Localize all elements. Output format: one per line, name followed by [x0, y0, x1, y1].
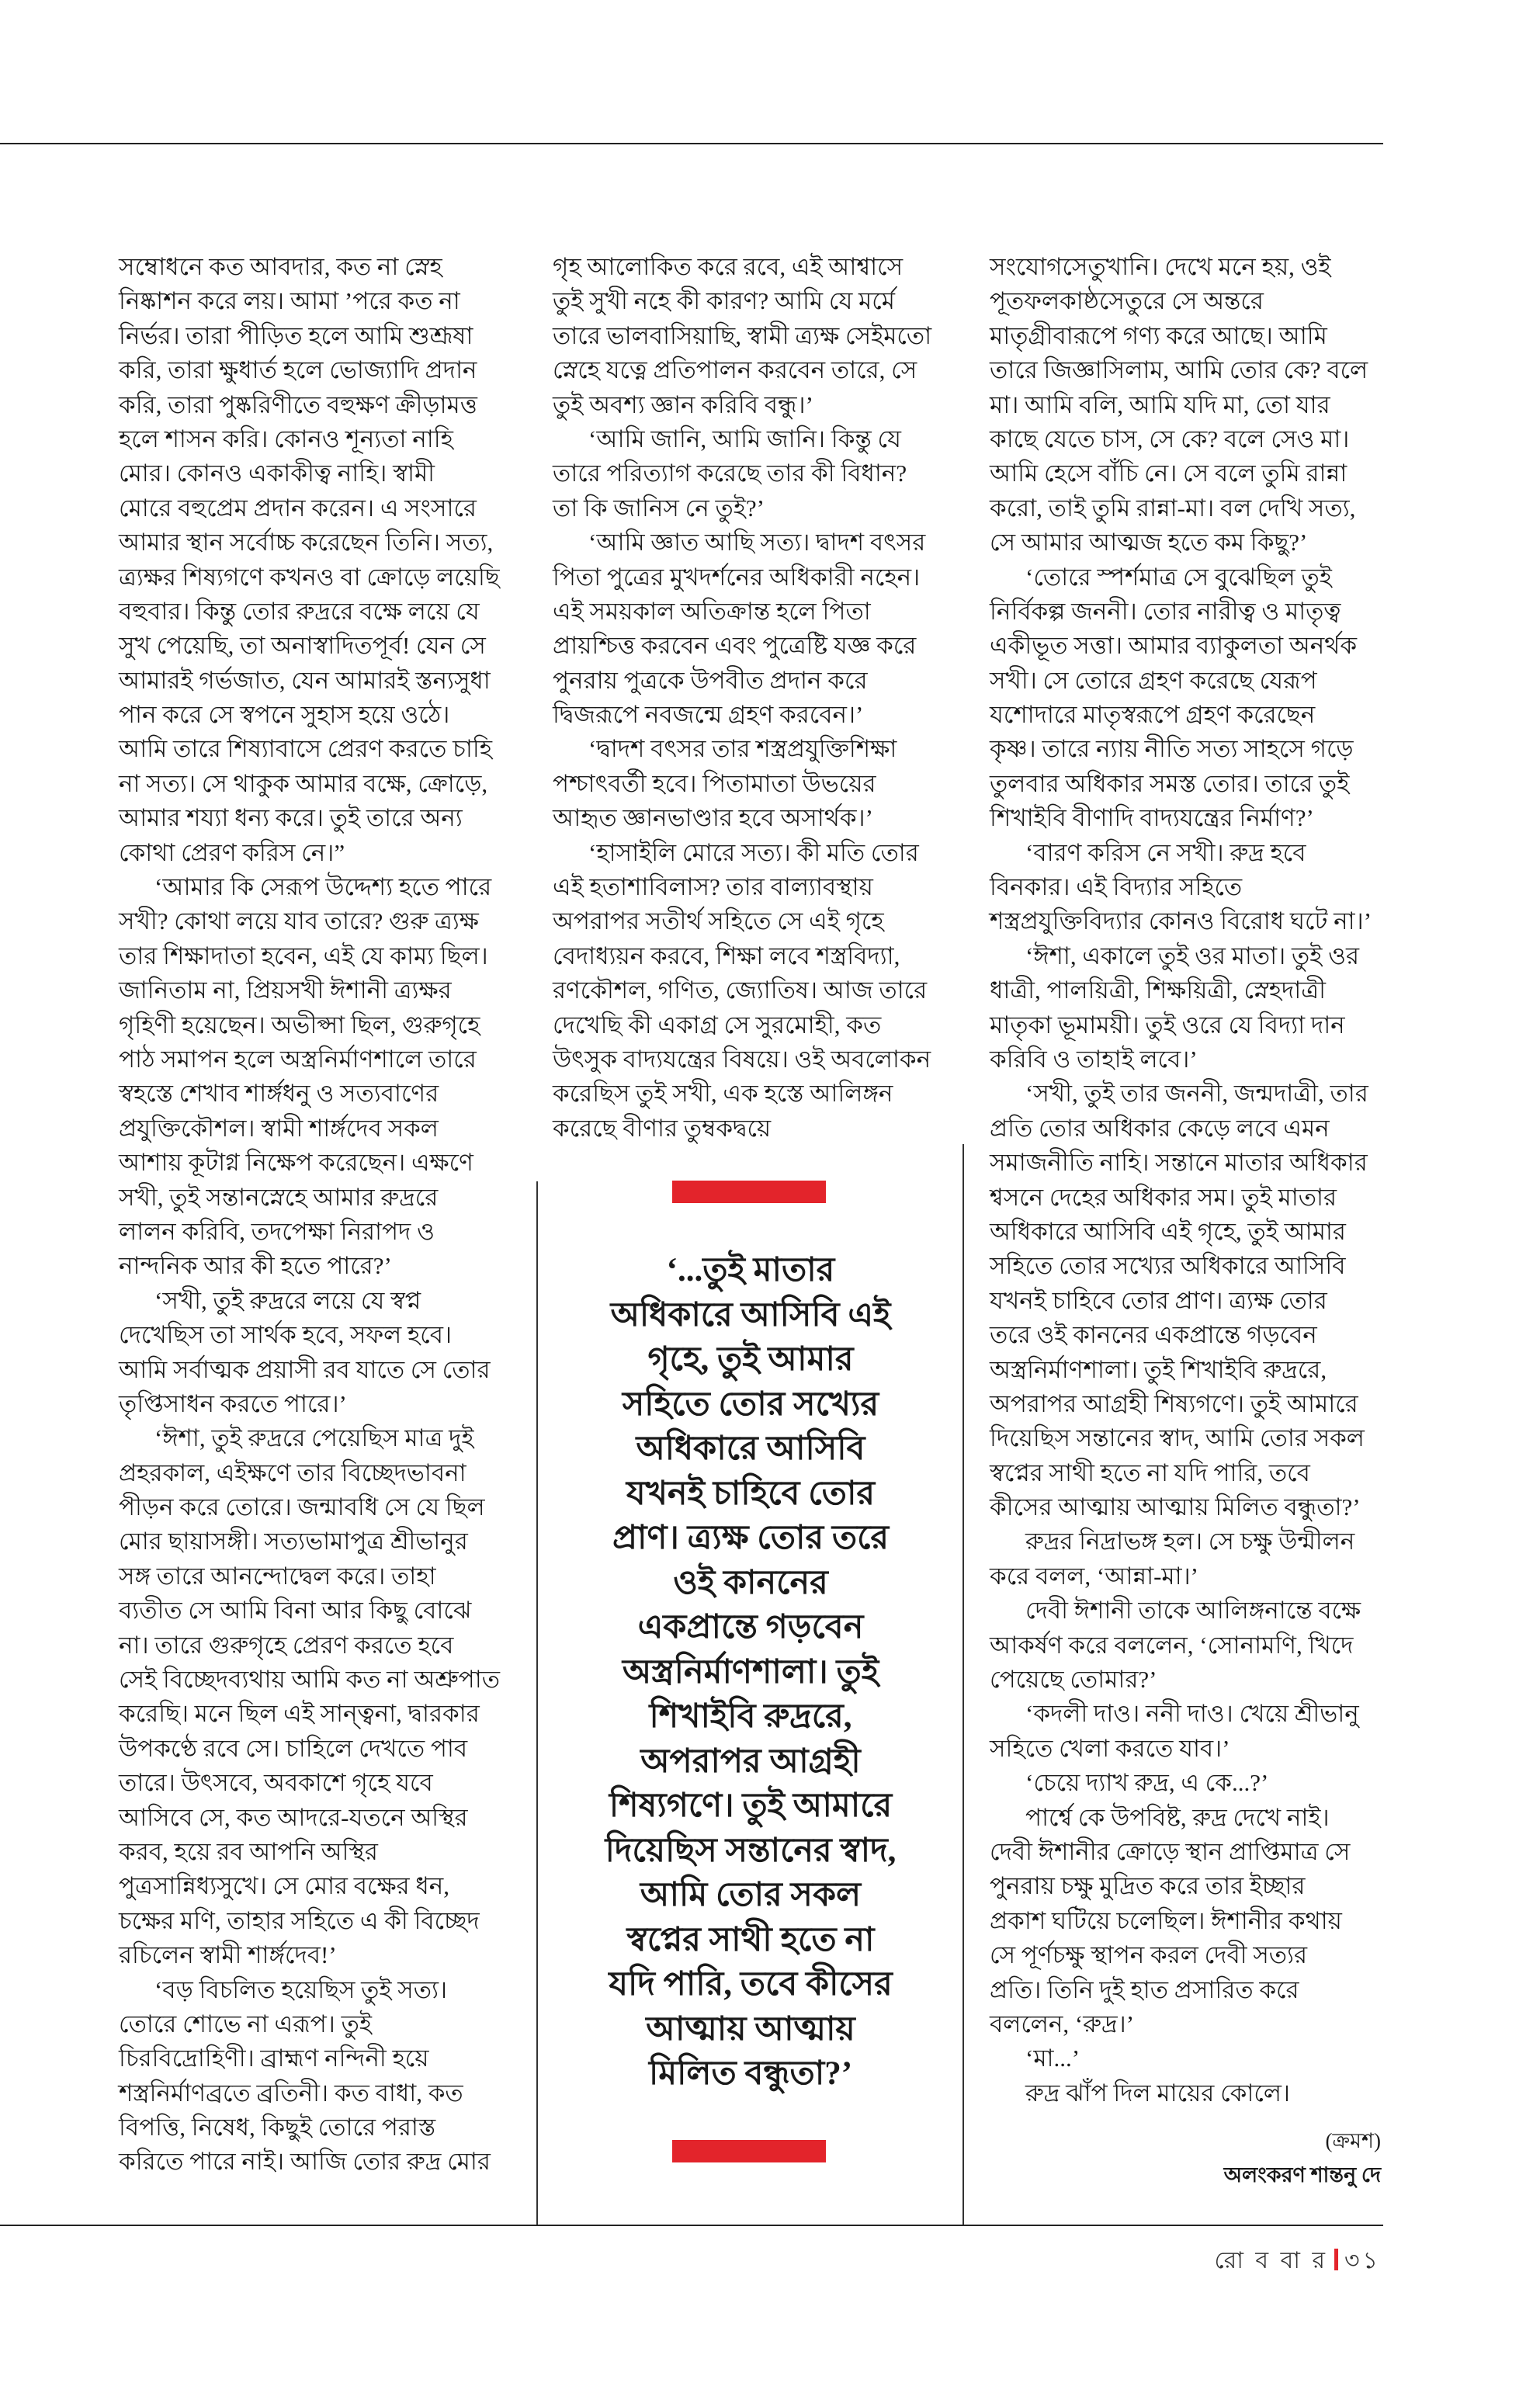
text-line: তৃপ্তিসাধন করতে পারে।’: [119, 1389, 347, 1417]
text-line: ‘আমি জ্ঞাত আছি সত্য। দ্বাদশ বৎসর: [588, 529, 926, 557]
text-line: প্রায়শ্চিত্ত করবেন এবং পুত্রেষ্টি যজ্ঞ করে: [553, 632, 917, 660]
text-line: স্বপ্নের সাথী হতে না যদি পারি, তবে: [990, 1458, 1310, 1486]
text-line: অপরাপর সতীর্থ সহিতে সে এই গৃহে: [553, 907, 884, 935]
text-line: তুই সুখী নহে কী কারণ? আমি যে মর্মে: [553, 287, 895, 315]
text-line: রণকৌশল, গণিত, জ্যোতিষ। আজ তারে: [553, 976, 928, 1004]
text-line: সমাজনীতি নাহি। সন্তানে মাতার অধিকার: [990, 1149, 1368, 1177]
pullquote-line: অধিকারে আসিবি এই: [610, 1296, 891, 1333]
pullquote: [553, 1248, 949, 2096]
pullquote-line: সহিতে তোর সখ্যের: [622, 1386, 879, 1423]
text-line: না। তারে গুরুগৃহে প্রেরণ করতে হবে: [119, 1631, 454, 1659]
text-line: স্নেহে যত্নে প্রতিপালন করবেন তারে, সে: [553, 356, 917, 384]
text-line: আশায় কূটাগ্ন নিক্ষেপ করেছেন। এক্ষণে: [119, 1149, 473, 1177]
text-line: শস্ত্রপ্রযুক্তিবিদ্যার কোনও বিরোধ ঘটে না।’: [990, 907, 1372, 935]
text-line: এই হতাশাবিলাস? তার বাল্যাবস্থায়: [553, 873, 873, 901]
text-line: করেছে বীণার তুম্বকদ্বয়ে: [553, 1114, 772, 1142]
text-line: ‘বড় বিচলিত হয়েছিস তুই সত্য।: [154, 1975, 448, 2003]
pullquote-line: স্বপ্নের সাথী হতে না: [626, 1921, 875, 1958]
text-line: ধাত্রী, পালয়িত্রী, শিক্ষয়িত্রী, স্নেহদাত্রী: [990, 976, 1326, 1004]
text-line: ‘ঈশা, তুই রুদ্ররে পেয়েছিস মাত্র দুই: [154, 1424, 474, 1452]
pullquote-line: অপরাপর আগ্রহী: [640, 1743, 861, 1780]
text-line: ‘তোরে স্পর্শমাত্র সে বুঝেছিল তুই: [1025, 563, 1332, 591]
text-line: আসিবে সে, কত আদরে-যতনে অস্থির: [119, 1803, 468, 1831]
text-line: প্রযুক্তিকৌশল। স্বামী শার্ঙ্গদেব সকল: [119, 1114, 439, 1142]
text-line: দেবী ঈশানী তাকে আলিঙ্গনান্তে বক্ষে: [1025, 1597, 1361, 1625]
pullquote-line: শিখাইবি রুদ্ররে,: [649, 1698, 852, 1735]
text-line: সম্বোধনে কত আবদার, কত না স্নেহ: [119, 253, 442, 280]
text-line: আমি সর্বাত্মক প্রয়াসী রব যাতে সে তোর: [119, 1355, 491, 1383]
text-line: ‘বারণ করিস নে সখী। রুদ্র হবে: [1025, 838, 1306, 866]
text-line: ‘সখী, তুই রুদ্ররে লয়ে যে স্বপ্ন: [154, 1286, 421, 1314]
text-line: সখী। সে তোরে গ্রহণ করেছে যেরূপ: [990, 666, 1317, 694]
text-line: করো, তাই তুমি রান্না-মা। বল দেখি সত্য,: [990, 494, 1356, 522]
text-line: আমারই গর্ভজাত, যেন আমারই স্তন্যসুধা: [119, 666, 491, 694]
text-line: দ্বিজরূপে নবজন্মে গ্রহণ করবেন।’: [553, 701, 864, 729]
text-line: করব, হয়ে রব আপনি অস্থির: [119, 1837, 378, 1865]
text-line: মোর। কোনও একাকীত্ব নাহি। স্বামী: [119, 460, 435, 487]
text-line: সে পূর্ণচক্ষু স্থাপন করল দেবী সত্যর: [990, 1941, 1308, 1969]
text-line: পূতফলকাষ্ঠসেতুরে সে অন্তরে: [990, 287, 1264, 315]
text-line: করে বলল, ‘আন্না-মা।’: [990, 1562, 1199, 1590]
text-line: করি, তারা পুষ্করিণীতে বহুক্ষণ ক্রীড়ামত্ত: [119, 390, 477, 418]
pullquote-line: ‘...তুই মাতার: [666, 1252, 835, 1288]
text-line: নির্ভর। তারা পীড়িত হলে আমি শুশ্রূষা: [119, 321, 473, 349]
page-footer: [1215, 2242, 1381, 2281]
text-line: নিষ্কাশন করে লয়। আমা ’পরে কত না: [119, 287, 460, 315]
text-line: করেছি। মনে ছিল এই সান্ত্বনা, দ্বারকার: [119, 1700, 480, 1728]
pullquote-line: যখনই চাহিবে তোর: [626, 1475, 876, 1512]
text-line: স্বহস্তে শেখাব শার্ঙ্গধনু ও সত্যবাণের: [119, 1080, 439, 1108]
text-line: মোর ছায়াসঙ্গী। সত্যভামাপুত্র শ্রীভানুর: [119, 1528, 468, 1555]
text-line: বহুবার। কিন্তু তোর রুদ্ররে বক্ষে লয়ে যে: [119, 597, 480, 625]
pullquote-line: যদি পারি, তবে কীসের: [609, 1966, 893, 2003]
text-line: এই সময়কাল অতিক্রান্ত হলে পিতা: [553, 597, 871, 625]
text-line: সখী? কোথা লয়ে যাব তারে? গুরু ত্র্যক্ষ: [119, 907, 479, 935]
text-line: পেয়েছে তোমার?’: [990, 1666, 1157, 1694]
text-line: ‘আমার কি সেরূপ উদ্দেশ্য হতে পারে: [154, 873, 492, 901]
text-line: প্রহরকাল, এইক্ষণে তার বিচ্ছেদভাবনা: [119, 1458, 467, 1486]
text-line: নির্বিকল্প জননী। তোর নারীত্ব ও মাতৃত্ব: [990, 597, 1341, 625]
text-line: দেবী ঈশানীর ক্রোড়ে স্থান প্রাপ্তিমাত্র সে: [990, 1837, 1351, 1865]
text-line: তুই অবশ্য জ্ঞান করিবি বন্ধু।’: [553, 390, 813, 418]
text-line: পশ্চাৎবর্তী হবে। পিতামাতা উভয়ের: [553, 769, 876, 797]
text-line: আমি তারে শিষ্যাবাসে প্রেরণ করতে চাহি: [119, 735, 493, 763]
text-line: বিনকার। এই বিদ্যার সহিতে: [990, 873, 1243, 901]
text-line: করি, তারা ক্ষুধার্ত হলে ভোজ্যাদি প্রদান: [119, 356, 477, 384]
text-line: ‘কদলী দাও। ননী দাও। খেয়ে শ্রীভানু: [1025, 1700, 1359, 1728]
text-line: অপরাপর আগ্রহী শিষ্যগণে। তুই আমারে: [990, 1389, 1358, 1417]
text-line: তারে জিজ্ঞাসিলাম, আমি তোর কে? বলে: [990, 356, 1368, 384]
text-line: শিখাইবি বীণাদি বাদ্যযন্ত্রের নির্মাণ?’: [990, 804, 1314, 832]
text-line: রুদ্র ঝাঁপ দিল মায়ের কোলে।: [1025, 2079, 1290, 2107]
text-line: বিপত্তি, নিষেধ, কিছুই তোরে পরাস্ত: [119, 2114, 436, 2142]
pullquote-line: অস্ত্রনির্মাণশালা। তুই: [622, 1653, 879, 1691]
text-line: ‘চেয়ে দ্যাখ রুদ্র, এ কে...?’: [1025, 1769, 1269, 1797]
text-line: পুনরায় পুত্রকে উপবীত প্রদান করে: [553, 666, 868, 694]
pullquote-line: শিষ্যগণে। তুই আমারে: [609, 1788, 893, 1824]
footer-separator: [1334, 2249, 1338, 2270]
text-line: শ্বসনে দেহের অধিকার সম। তুই মাতার: [990, 1183, 1337, 1211]
text-line: রচিলেন স্বামী শার্ঙ্গদেব!’: [119, 1941, 337, 1969]
text-line: মোরে বহুপ্রেম প্রদান করেন। এ সংসারে: [119, 494, 477, 522]
text-line: ‘আমি জানি, আমি জানি। কিন্তু যে: [588, 425, 901, 453]
text-line: কোথা প্রেরণ করিস নে।”: [119, 838, 345, 866]
text-line: মাতৃকা ভূমাময়ী। তুই ওরে যে বিদ্যা দান: [990, 1011, 1345, 1039]
pullquote-line: ওই কাননের: [673, 1564, 828, 1601]
text-line: দেখেছি কী একাগ্র সে সুরমোহী, কত: [553, 1011, 882, 1039]
magazine-name: রো ব বা র: [1214, 2248, 1329, 2273]
text-line: ‘দ্বাদশ বৎসর তার শস্ত্রপ্রযুক্তিশিক্ষা: [588, 735, 897, 763]
pullquote-line: অধিকারে আসিবি: [636, 1431, 865, 1467]
text-line: করিবি ও তাহাই লবে।’: [990, 1045, 1198, 1073]
text-line: তারে ভালবাসিয়াছি, স্বামী ত্র্যক্ষ সেইমতো: [553, 321, 932, 349]
text-line: পীড়ন করে তোরে। জন্মাবধি সে যে ছিল: [119, 1493, 485, 1521]
text-line: পার্শ্বে কে উপবিষ্ট, রুদ্র দেখে নাই।: [1025, 1803, 1330, 1831]
text-line: সুখ পেয়েছি, তা অনাস্বাদিতপূর্ব! যেন সে: [119, 632, 486, 660]
text-line: করিতে পারে নাই। আজি তোর রুদ্র মোর: [119, 2148, 491, 2176]
pullquote-top-bar: [672, 1181, 826, 1203]
text-line: চিরবিদ্রোহিণী। ব্রাহ্মণ নন্দিনী হয়ে: [119, 2044, 429, 2072]
text-line: শস্ত্রনির্মাণব্রতে ব্রতিনী। কত বাধা, কত: [119, 2079, 463, 2107]
text-line: যখনই চাহিবে তোর প্রাণ। ত্র্যক্ষ তোর: [990, 1286, 1327, 1314]
text-line: অস্ত্রনির্মাণশালা। তুই শিখাইবি রুদ্ররে,: [990, 1355, 1327, 1383]
page-number: ৩১: [1344, 2248, 1381, 2273]
continued-label: (ক্রমশ): [1325, 2129, 1381, 2152]
text-line: পুনরায় চক্ষু মুদ্রিত করে তার ইচ্ছার: [990, 1872, 1306, 1900]
text-column-1: [119, 250, 515, 2180]
text-line: চক্ষের মণি, তাহার সহিতে এ কী বিচ্ছেদ: [119, 1906, 480, 1934]
text-line: ‘ঈশা, একালে তুই ওর মাতা। তুই ওর: [1025, 942, 1360, 969]
text-line: গৃহ আলোকিত করে রবে, এই আশ্বাসে: [553, 253, 904, 280]
text-line: উপকণ্ঠে রবে সে। চাহিলে দেখতে পাব: [119, 1734, 468, 1762]
text-line: নান্দনিক আর কী হতে পারে?’: [119, 1252, 392, 1280]
text-line: সংযোগসেতুখানি। দেখে মনে হয়, ওই: [990, 253, 1331, 280]
text-line: কৃষ্ণ। তারে ন্যায় নীতি সত্য সাহসে গড়ে: [990, 735, 1354, 763]
text-line: ব্যতীত সে আমি বিনা আর কিছু বোঝে: [119, 1597, 472, 1625]
text-line: বললেন, ‘রুদ্র।’: [990, 2010, 1135, 2038]
pullquote-line: একপ্রান্তে গড়বেন: [637, 1609, 864, 1646]
text-line: পান করে সে স্বপনে সুহাস হয়ে ওঠে।: [119, 701, 450, 729]
text-column-2: [553, 250, 949, 1146]
bottom-rule: [0, 2225, 1383, 2226]
pullquote-line: আত্মায় আত্মায়: [646, 2010, 855, 2048]
text-line: পাঠ সমাপন হলে অস্ত্রনির্মাণশালে তারে: [119, 1045, 477, 1073]
text-line: সহিতে তোর সখ্যের অধিকারে আসিবি: [990, 1252, 1346, 1280]
text-line: পিতা পুত্রের মুখদর্শনের অধিকারী নহেন।: [553, 563, 921, 591]
text-line: গৃহিণী হয়েছেন। অভীপ্সা ছিল, গুরুগৃহে: [119, 1011, 480, 1039]
text-line: তোরে শোভে না এরূপ। তুই: [119, 2010, 372, 2038]
text-line: তরে ওই কাননের একপ্রান্তে গড়বেন: [990, 1321, 1317, 1349]
text-line: আমার শয্যা ধন্য করে। তুই তারে অন্য: [119, 804, 463, 832]
text-line: তা কি জানিস নে তুই?’: [553, 494, 765, 522]
text-line: মা। আমি বলি, আমি যদি মা, তো যার: [990, 390, 1330, 418]
column-divider-right: [962, 1144, 964, 2225]
text-line: অধিকারে আসিবি এই গৃহে, তুই আমার: [990, 1217, 1346, 1245]
text-line: সঙ্গ তারে আনন্দোদ্বেল করে। তাহা: [119, 1562, 436, 1590]
text-line: কাছে যেতে চাস, সে কে? বলে সেও মা।: [990, 425, 1350, 453]
text-line: আমার স্থান সর্বোচ্চ করেছেন তিনি। সত্য,: [119, 529, 494, 557]
pullquote-bottom-bar: [672, 2140, 826, 2162]
text-line: জানিতাম না, প্রিয়সখী ঈশানী ত্র্যক্ষর: [119, 976, 452, 1004]
text-line: প্রকাশ ঘটিয়ে চলেছিল। ঈশানীর কথায়: [990, 1906, 1342, 1934]
text-line: দিয়েছিস সন্তানের স্বাদ, আমি তোর সকল: [990, 1424, 1365, 1452]
text-line: প্রতি। তিনি দুই হাত প্রসারিত করে: [990, 1975, 1299, 2003]
text-line: তারে পরিত্যাগ করেছে তার কী বিধান?: [553, 460, 907, 487]
column-divider-left: [536, 1181, 538, 2225]
text-line: তুলবার অধিকার সমস্ত তোর। তারে তুই: [990, 769, 1350, 797]
text-line: সখী, তুই সন্তানস্নেহে আমার রুদ্ররে: [119, 1183, 439, 1211]
text-line: লালন করিবি, তদপেক্ষা নিরাপদ ও: [119, 1217, 435, 1245]
top-rule: [0, 143, 1383, 144]
text-line: ‘হাসাইলি মোরে সত্য। কী মতি তোর: [588, 838, 919, 866]
text-column-3: [990, 250, 1393, 2110]
text-line: না সত্য। সে থাকুক আমার বক্ষে, ক্রোড়ে,: [119, 769, 488, 797]
text-line: উৎসুক বাদ্যযন্ত্রের বিষয়ে। ওই অবলোকন: [553, 1045, 931, 1073]
text-line: মাতৃগ্রীবারূপে গণ্য করে আছে। আমি: [990, 321, 1327, 349]
text-line: আমি হেসে বাঁচি নে। সে বলে তুমি রান্না: [990, 460, 1348, 487]
text-line: যশোদারে মাতৃস্বরূপে গ্রহণ করেছেন: [990, 701, 1316, 729]
pullquote-line: গৃহে, তুই আমার: [647, 1341, 854, 1378]
text-line: ‘সখী, তুই তার জননী, জন্মদাত্রী, তার: [1025, 1080, 1368, 1108]
pullquote-line: আমি তোর সকল: [640, 1877, 862, 1913]
text-line: ত্র্যক্ষর শিষ্যগণে কখনও বা ক্রোড়ে লয়েছি: [119, 563, 500, 591]
text-line: আহৃত জ্ঞানভাণ্ডার হবে অসার্থক।’: [553, 804, 873, 832]
text-line: সহিতে খেলা করতে যাব।’: [990, 1734, 1230, 1762]
text-line: আকর্ষণ করে বললেন, ‘সোনামণি, খিদে: [990, 1631, 1354, 1659]
pullquote-line: মিলিত বন্ধুতা?’: [648, 2055, 853, 2092]
text-line: তারে। উৎসবে, অবকাশে গৃহে যবে: [119, 1769, 433, 1797]
text-line: বেদাধ্যয়ন করবে, শিক্ষা লবে শস্ত্রবিদ্যা,: [553, 942, 900, 969]
text-line: হলে শাসন করি। কোনও শূন্যতা নাহি: [119, 425, 453, 453]
text-line: সেই বিচ্ছেদব্যথায় আমি কত না অশ্রুপাত: [119, 1666, 500, 1694]
pullquote-line: প্রাণ। ত্র্যক্ষ তোর তরে: [612, 1520, 890, 1556]
text-line: দেখেছিস তা সার্থক হবে, সফল হবে।: [119, 1321, 453, 1349]
text-line: ‘মা...’: [1025, 2044, 1080, 2072]
text-line: পুত্রসান্নিধ্যসুখে। সে মোর বক্ষের ধন,: [119, 1872, 449, 1900]
text-line: তার শিক্ষাদাতা হবেন, এই যে কাম্য ছিল।: [119, 942, 488, 969]
text-line: একীভূত সত্তা। আমার ব্যাকুলতা অনর্থক: [990, 632, 1358, 660]
text-line: কীসের আত্মায় আত্মায় মিলিত বন্ধুতা?’: [990, 1493, 1361, 1521]
pullquote-line: দিয়েছিস সন্তানের স্বাদ,: [605, 1832, 897, 1869]
text-line: করেছিস তুই সখী, এক হস্তে আলিঙ্গন: [553, 1080, 893, 1108]
text-line: প্রতি তোর অধিকার কেড়ে লবে এমন: [990, 1114, 1330, 1142]
illustration-credit: অলংকরণ শান্তনু দে: [1223, 2163, 1381, 2187]
text-line: রুদ্রর নিদ্রাভঙ্গ হল। সে চক্ষু উন্মীলন: [1025, 1528, 1355, 1555]
text-line: সে আমার আত্মজ হতে কম কিছু?’: [990, 529, 1308, 557]
